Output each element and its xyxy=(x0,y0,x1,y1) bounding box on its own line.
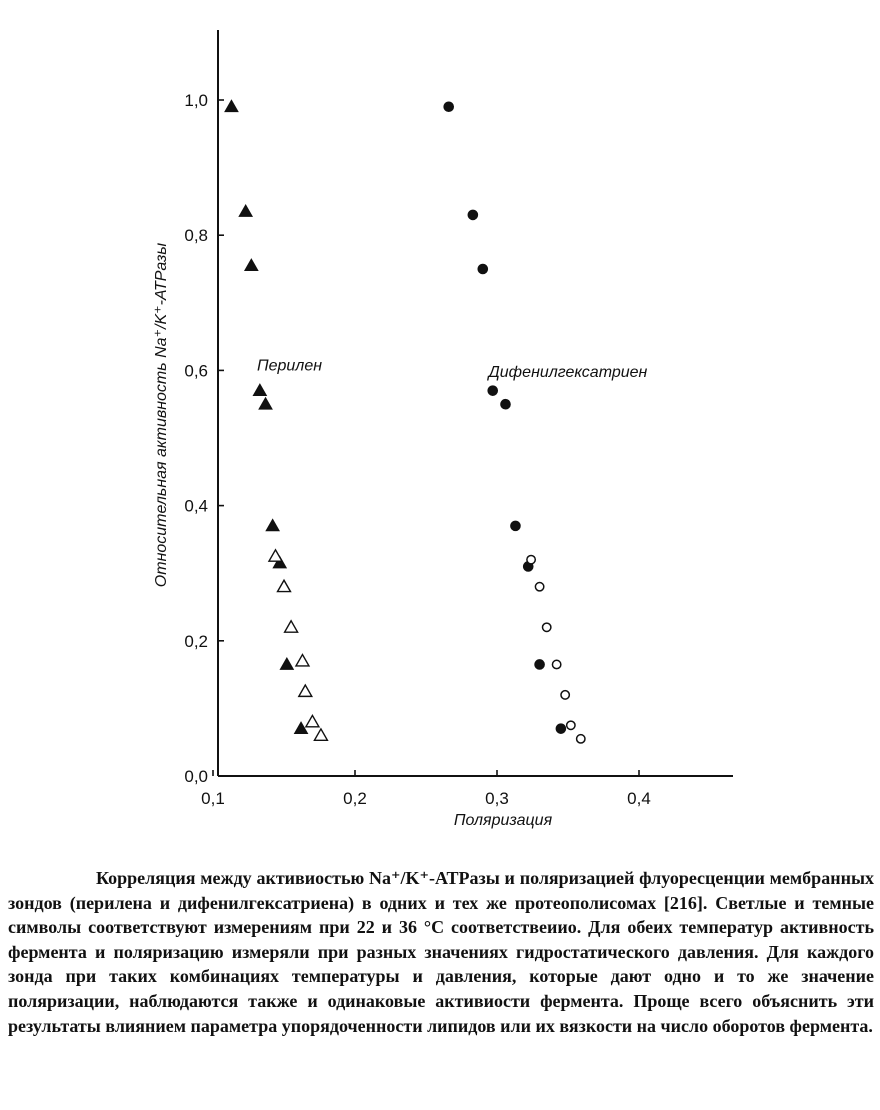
triangle-open-point xyxy=(285,621,298,632)
y-axis-title: Относительная активность Na⁺/K⁺-АТРазы xyxy=(153,242,170,588)
series-label: Перилен xyxy=(257,357,323,375)
y-tick-label: 0,0 xyxy=(184,767,208,786)
circle-open-point xyxy=(527,555,535,563)
x-tick-label: 0,4 xyxy=(627,789,651,808)
triangle-filled-point xyxy=(239,205,252,216)
triangle-open-point xyxy=(269,550,282,561)
y-tick-label: 0,4 xyxy=(184,496,208,516)
triangle-filled-point xyxy=(280,658,293,669)
circle-filled-point xyxy=(468,210,478,220)
circle-open-point xyxy=(535,583,543,591)
data-points xyxy=(225,100,585,743)
circle-filled-point xyxy=(556,724,566,734)
series-0 xyxy=(225,100,308,733)
x-axis-title: Поляризация xyxy=(453,812,553,829)
ticks xyxy=(184,91,650,808)
chart-labels xyxy=(153,243,648,829)
circle-open-point xyxy=(543,623,551,631)
triangle-open-point xyxy=(314,729,327,740)
triangle-filled-point xyxy=(266,519,279,530)
triangle-filled-point xyxy=(225,100,238,111)
circle-filled-point xyxy=(535,660,545,670)
x-tick-label: 0,3 xyxy=(485,789,509,808)
circle-filled-point xyxy=(478,264,488,274)
series-label: Дифенилгексатриен xyxy=(488,364,648,382)
x-tick-label: 0,1 xyxy=(201,789,225,808)
y-tick-label: 0,2 xyxy=(184,631,208,651)
axes xyxy=(218,30,733,776)
triangle-filled-point xyxy=(245,259,258,270)
y-tick-label: 0,8 xyxy=(184,226,208,246)
figure-caption: Корреляция между активиостью Na⁺/K⁺-АТРазы и поляризацией флуоресценции мембранных зондов (перилена и дифенилгексатриена) в одних и тех же протеополисомах [216]. Светлые и темные символы соответствуют измерениям при 22 и 36 °С соответствеиио. Для обеих температур активность фермента и поляризацию измеряли при разных значениях гидростатического давления. Для каждого зонда при таких комбинациях температуры и давления, которые дают одно и то же значение поляризации, наблюдаются также и одинаковые активиости фермента. Проще всего объяснить эти результаты влиянием параметра упорядоченности липидов или их вязкости на число оборотов фермента. xyxy=(8,868,874,1036)
circle-open-point xyxy=(577,735,585,743)
circle-open-point xyxy=(567,721,575,729)
circle-open-point xyxy=(561,691,569,699)
series-3 xyxy=(527,555,585,743)
y-tick-label: 1,0 xyxy=(184,91,208,110)
series-1 xyxy=(269,550,327,741)
y-tick-label: 0,6 xyxy=(184,361,208,381)
circle-filled-point xyxy=(488,386,498,396)
circle-open-point xyxy=(552,660,560,668)
triangle-filled-point xyxy=(259,398,272,409)
circle-filled-point xyxy=(501,399,511,409)
triangle-open-point xyxy=(306,715,319,726)
x-tick-label: 0,2 xyxy=(343,789,367,808)
triangle-filled-point xyxy=(253,384,266,395)
triangle-open-point xyxy=(278,580,291,591)
series-2 xyxy=(444,102,566,734)
triangle-open-point xyxy=(299,685,312,696)
circle-filled-point xyxy=(511,521,521,531)
triangle-filled-point xyxy=(295,722,308,733)
circle-filled-point xyxy=(444,102,454,112)
triangle-open-point xyxy=(296,655,309,666)
